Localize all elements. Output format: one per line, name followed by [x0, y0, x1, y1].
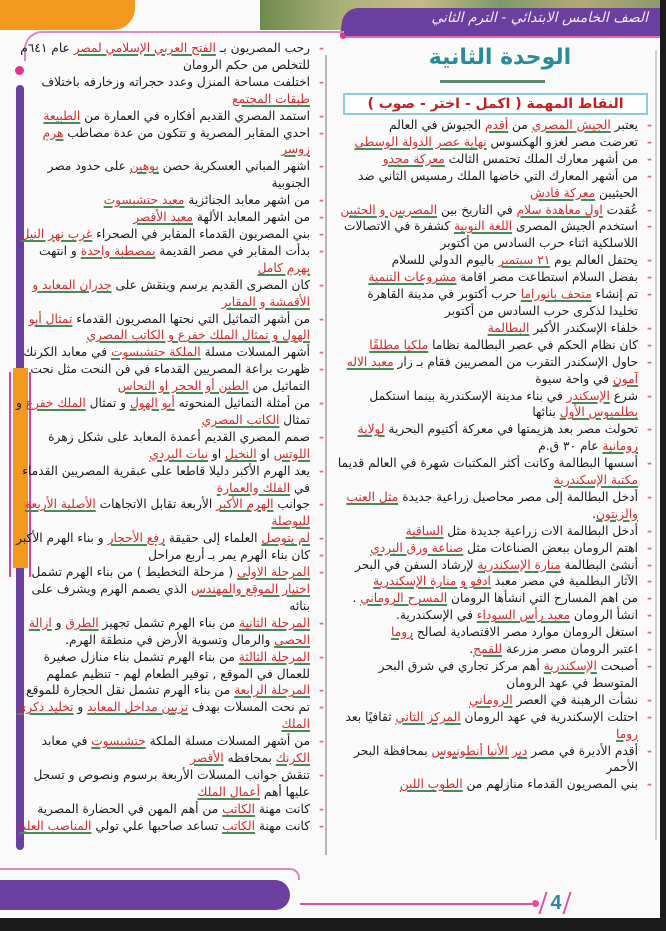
highlighted-answer: أعمال الملك	[197, 784, 260, 799]
bullet-icon: -	[646, 692, 652, 707]
list-item	[336, 573, 654, 590]
unit-title: الوحدة الثانية	[428, 45, 572, 70]
list-item	[336, 540, 654, 557]
statement-text: تحولت مصر بعد هزيمتها في معركة أكتيوم البحرية	[384, 422, 638, 437]
statement-text: انشأ الرومان	[569, 608, 638, 623]
highlighted-answer: بطلميوس الأول	[559, 405, 638, 420]
highlighted-answer: المرحلة الثالثة	[238, 649, 310, 664]
list-item	[14, 209, 326, 226]
list-item	[336, 709, 654, 743]
statement-text: .	[592, 506, 596, 521]
highlighted-answer: مكتبة الإسكندرية	[553, 473, 638, 488]
highlighted-answer: الإسكندر	[566, 388, 610, 403]
bullet-icon: -	[646, 608, 652, 623]
page-number: 4	[550, 892, 562, 914]
statement-text: من اشهر المعابد الألهة	[193, 210, 310, 225]
bullet-icon: -	[318, 615, 324, 630]
statement-text: جوانب	[273, 497, 310, 512]
statement-text: بدأت المقابر في مصر القديمة	[155, 243, 310, 258]
bullet-icon: -	[646, 253, 652, 268]
highlighted-answer: اللغة النوبية	[454, 219, 513, 234]
list-item	[336, 388, 654, 422]
highlighted-answer: الروماني	[469, 692, 513, 707]
statement-text: تم إنشاء	[591, 287, 638, 302]
statement-text: خلفاء الإسكندر الأكبر	[529, 320, 638, 335]
statement-text: بفضل السلام استطاعت مصر اقامة	[456, 270, 638, 285]
highlighted-answer: المرحلة الاولى	[237, 565, 310, 580]
list-item	[336, 320, 654, 337]
highlighted-answer: الأصلية الأربعة للبوصلة	[24, 497, 310, 529]
bullet-icon: -	[318, 345, 324, 360]
statement-text: من أهم المهن في الحضارة المصرية	[37, 801, 223, 816]
list-item	[14, 40, 326, 74]
highlighted-answer: اول معاهدة سلام	[516, 202, 603, 217]
bullet-icon: -	[318, 193, 324, 208]
list-item	[14, 496, 326, 530]
statement-text: احتلت الإسكندرية في عهد الرومان	[460, 709, 638, 724]
bullet-icon: -	[318, 108, 324, 123]
highlighted-answer: نهاية عصر الدولة الوسطى	[354, 134, 487, 149]
highlighted-answer: هرم زوسر	[42, 125, 310, 157]
bullet-icon: -	[646, 709, 652, 724]
bullet-icon: -	[646, 777, 652, 792]
highlighted-answer: معركة مجدو	[382, 151, 445, 166]
bullet-icon: -	[646, 540, 652, 555]
statement-text: من بناء الهرم تشمل بناء منازل صغيرة للعمال في الموقع , توفير الطعام لهم - تنظيم عملهم	[43, 649, 310, 681]
statement-text: .	[352, 591, 361, 606]
statement-text: تعرضت مصر لغزو الهكسوس	[486, 134, 638, 149]
highlighted-answer: صناعة ورق البردي	[370, 540, 464, 555]
list-item	[14, 615, 326, 649]
bullet-icon: -	[318, 700, 324, 715]
statement-text: حرب أكتوبر في مدينة القاهرة تخليدا لذكرى حرب السادس من أكتوبر	[367, 287, 638, 318]
highlighted-answer: الفتح العربي الإسلامي لمصر	[73, 41, 216, 55]
page-number-dot-icon	[532, 900, 539, 907]
statement-text: من بناء الهرم تشمل تجهيز	[98, 615, 240, 630]
highlighted-answer: بهرم كامل	[257, 260, 310, 275]
bullet-icon: -	[646, 642, 652, 657]
list-item	[336, 624, 654, 641]
bullet-icon: -	[646, 659, 652, 673]
highlighted-answer: تزيين مداخل المعابد	[87, 700, 188, 715]
highlighted-answer: المرحلة الرابعة	[234, 683, 310, 698]
bullet-icon: -	[318, 125, 324, 140]
bullet-icon: -	[318, 396, 324, 411]
list-item	[336, 354, 654, 388]
bullet-icon: -	[318, 311, 324, 326]
highlighted-answer: المصريين و الحثيين	[340, 202, 438, 217]
list-item	[336, 557, 654, 574]
statement-text: في معابد	[41, 734, 92, 749]
header-orange-tab	[0, 0, 135, 30]
highlighted-answer: المرحلة الثانية	[239, 615, 310, 630]
highlighted-answer: المسرح الروماني	[360, 591, 448, 606]
statement-text: استمد المصري القديم أفكاره في العمارة من	[80, 108, 310, 123]
highlighted-answer: أبو الهول	[129, 396, 175, 411]
statement-text: استخدم الجيش المصرى	[512, 219, 638, 234]
list-item	[336, 489, 654, 523]
list-item	[336, 743, 654, 777]
bullet-icon: -	[318, 159, 324, 174]
statement-text: ظهرت براعة المصريين القدماء في فن النحت مثل نحت التماثيل من	[30, 362, 310, 394]
bullet-icon: -	[646, 388, 652, 403]
list-item	[336, 641, 654, 658]
list-item	[336, 607, 654, 624]
statement-text: ( مرحلة التخطيط ) من بناء الهرم تشمل	[31, 565, 238, 580]
list-item	[14, 74, 326, 108]
bullet-icon: -	[318, 565, 324, 580]
list-item	[14, 344, 326, 361]
statement-text: في واحة سيوة	[535, 371, 613, 386]
statement-text: أصبحت	[596, 659, 638, 673]
highlighted-answer: اختيار الموقع والمهندس	[191, 582, 310, 596]
bullet-icon: -	[318, 649, 324, 664]
statement-text: أدخل البطالمة إلى مصر محاصيل زراعية جديدة	[398, 489, 638, 504]
statement-text: من أشهر المعارك التي خاضها الملك رمسيس الثاني ضد الحيثيين	[357, 168, 638, 200]
highlighted-answer: الجيش المصري	[531, 118, 611, 132]
bullet-icon: -	[646, 134, 652, 149]
statement-text: .	[469, 642, 474, 657]
bullet-icon: -	[318, 818, 324, 833]
highlighted-answer: الطرق	[65, 615, 99, 630]
list-item	[336, 218, 654, 252]
list-item	[14, 801, 326, 818]
highlighted-answer: جدران المعابد و الأقمشة و المقابر	[32, 277, 310, 309]
list-item	[336, 151, 654, 168]
highlighted-answer: الإسكندرية	[543, 659, 597, 673]
list-item	[336, 269, 654, 286]
highlighted-answer: متحف بانوراما	[520, 287, 592, 302]
statement-text: و	[51, 615, 66, 630]
page-number-line	[300, 903, 535, 905]
bullet-icon: -	[318, 74, 324, 89]
footer-purple-band	[0, 880, 290, 910]
bullet-icon: -	[646, 625, 652, 640]
highlighted-answer: معبد الأقصر	[133, 210, 194, 225]
statement-text: كانت مهنة	[255, 818, 310, 833]
statement-text: الجيوش في العالم	[389, 118, 485, 132]
list-item	[14, 649, 326, 683]
highlighted-answer: لم يتوصل	[261, 531, 310, 546]
bullet-icon: -	[318, 429, 324, 444]
bullet-icon: -	[646, 456, 652, 471]
highlighted-answer: ملكيا مطلقًا	[369, 337, 429, 352]
bullet-icon: -	[318, 548, 324, 563]
list-item	[336, 523, 654, 540]
highlighted-answer: بمصطبة واحدة	[80, 243, 156, 258]
statement-text: و بناء الهرم الأكبر	[16, 531, 108, 546]
statement-text: كانت مهنة	[255, 801, 310, 816]
highlighted-answer: لولاية رومانية	[357, 422, 638, 454]
list-item	[336, 455, 654, 489]
statement-text: كان نظام الحكم في عصر البطالمة نظاما	[428, 337, 638, 352]
statement-text: كان المصرى القديم يرسم وينقش على	[111, 277, 310, 292]
list-item	[336, 202, 654, 219]
highlighted-answer: البطالمة	[487, 320, 530, 335]
highlighted-answer: روما	[615, 726, 638, 741]
statement-text: بني المصريون القدماء المقابر في الصحراء	[92, 226, 310, 241]
statement-text: من اهم المسارح التي انشأها الرومان	[447, 591, 638, 606]
highlighted-answer: الطبيعة	[43, 108, 81, 123]
bullet-icon: -	[646, 523, 652, 538]
highlighted-answer: معبد رأس السوداء	[476, 608, 570, 623]
list-item	[336, 168, 654, 202]
statement-text: و تمثال	[85, 396, 130, 411]
highlighted-answer: تخليد ذكرى الملك	[16, 700, 310, 732]
highlighted-answer: حتشبسوت	[91, 734, 146, 749]
right-frame-border	[655, 50, 657, 840]
statement-text: تم نحت المسلات بهدف	[187, 700, 310, 715]
bullet-icon: -	[646, 422, 652, 437]
highlighted-answer: الملكة حتشبسوت	[110, 345, 201, 360]
statement-text: في بناء مدينة الإسكندرية بينما استكمل	[369, 388, 567, 403]
statement-text: و	[73, 700, 88, 715]
header-title: الصف الخامس الابتدائي - الترم الثاني	[431, 10, 648, 26]
list-item	[14, 311, 326, 345]
statement-text: من أمثلة التماثيل المنحوته	[174, 396, 310, 411]
list-item	[14, 125, 326, 159]
highlighted-answer: رفع الأحجار	[107, 531, 165, 546]
statement-text: من أشهر معارك الملك تحتمس الثالث	[444, 151, 638, 166]
highlighted-answer: الطين أو الحجر او النحاس	[117, 379, 249, 394]
bullet-icon: -	[646, 270, 652, 285]
bullet-icon: -	[318, 41, 324, 55]
bullet-icon: -	[646, 743, 652, 758]
highlighted-answer: ازالة الحصى	[28, 615, 310, 647]
list-item	[14, 395, 326, 429]
highlighted-answer: معبد الاله آمون	[346, 354, 638, 386]
bullet-icon: -	[318, 243, 324, 258]
list-item	[336, 692, 654, 709]
statement-text: اعتبر الرومان مصر مزرعة	[502, 642, 638, 657]
list-item	[336, 252, 654, 269]
bullet-icon: -	[318, 362, 324, 377]
list-item	[336, 590, 654, 607]
statement-text: على حدود مصر الجنوبية	[47, 159, 310, 191]
statement-text: بني المصريون القدماء منازلهم من	[462, 777, 638, 792]
statement-text: الآثار البطلمية في مصر معبد	[490, 574, 638, 589]
highlighted-answer: بوهين	[129, 159, 159, 174]
bullet-icon: -	[318, 497, 324, 512]
statement-text: و انتهت	[39, 243, 81, 258]
highlighted-answer: أقدم	[485, 118, 509, 132]
statement-text: تساعد صاحبها علي تولي	[91, 818, 223, 833]
highlighted-answer: طبقات المجتمع	[232, 91, 310, 106]
statement-text: او	[208, 446, 226, 461]
statement-text: أهم مركز تجاري في شرق البحر المتوسط في عهد الرومان	[378, 659, 638, 690]
statement-text: عام ٦٤١م للتخلص من حكم الرومان	[20, 41, 310, 72]
statement-text: أنشئ البطالمة	[560, 557, 638, 572]
highlighted-answer: الكرنك	[275, 751, 310, 766]
highlighted-answer: دير الأنبا أنطونيوس	[431, 743, 528, 758]
list-item	[14, 530, 326, 547]
list-item	[14, 429, 326, 463]
statement-text: استغل الرومان موارد مصر الاقتصادية لصالح	[413, 625, 638, 640]
statement-text: حاول الإسكندر التقرب من المصريين فقام بـ زار	[393, 354, 638, 369]
bullet-icon: -	[646, 202, 652, 217]
statement-text: احدي المقابر المصرية و تتكون من عدة مصاطب	[63, 125, 310, 140]
highlighted-answer: الهرم الأكبر	[216, 497, 274, 512]
highlighted-answer: مشروعات التنمية	[368, 270, 457, 285]
highlighted-answer: الأقصر	[190, 751, 224, 766]
screen-edge-right	[660, 0, 666, 931]
list-item	[14, 733, 326, 767]
statement-text: اهتم الرومان ببعض الصناعات مثل	[463, 540, 638, 555]
list-item	[336, 286, 654, 320]
bullet-icon: -	[646, 557, 652, 572]
highlighted-answer: المناصب العليا	[19, 818, 92, 833]
highlighted-answer: تمثال أبو الهول و تمثال الملك خفرع و الكاتب المصري	[28, 311, 310, 343]
highlighted-answer: مثل العنب والزيتون	[346, 489, 638, 521]
statement-text: بنائها	[532, 405, 560, 420]
highlighted-answer: الملك خفرع	[25, 396, 86, 411]
bullet-icon: -	[646, 591, 652, 606]
list-item	[14, 226, 326, 243]
bullet-icon: -	[318, 683, 324, 698]
highlighted-answer: الطوب اللبن	[399, 777, 463, 792]
bullet-icon: -	[318, 531, 324, 546]
list-item	[336, 658, 654, 692]
list-item	[336, 117, 654, 134]
bullet-icon: -	[646, 168, 652, 183]
bullet-icon: -	[646, 219, 652, 234]
bullet-icon: -	[646, 489, 652, 504]
list-item	[14, 699, 326, 733]
bullet-icon: -	[646, 354, 652, 369]
list-item	[14, 108, 326, 125]
highlighted-answer: منارة الإسكندرية	[477, 557, 561, 572]
highlighted-answer: معركة قادش	[529, 185, 596, 200]
highlighted-answer: الكاتب المصري	[201, 412, 280, 427]
list-item	[336, 776, 654, 793]
highlighted-answer: روما	[391, 625, 414, 640]
bullet-icon: -	[318, 277, 324, 292]
statement-text: اختلفت مساحة المنزل وعدد حجراته وزخارفه باختلاف	[41, 74, 310, 89]
bullet-icon: -	[646, 320, 652, 335]
list-item	[14, 767, 326, 801]
statement-text: صمم المصري القديم أعمدة المعابد على شكل زهرة	[48, 429, 310, 444]
statement-text: بمحافظه	[223, 751, 276, 766]
statement-text: من أشهر المسلات مسلة الملكة	[145, 734, 310, 749]
list-item	[14, 277, 326, 311]
statement-text: يعتبر	[610, 118, 638, 132]
highlighted-answer: ٢١ سبتمبر	[498, 253, 551, 268]
statement-text: عام ٣٠ ق.م	[538, 439, 603, 454]
bullet-icon: -	[318, 801, 324, 816]
list-item	[336, 134, 654, 151]
highlighted-answer: معبد حتشبسوت	[103, 193, 185, 208]
bullet-icon: -	[646, 151, 652, 166]
statement-text: باليوم الدولي للسلام	[391, 253, 499, 268]
statement-text: نشأت الرهبنة في العصر	[512, 692, 638, 707]
statement-text: لإرشاد السفن في البحر	[354, 557, 478, 572]
statement-text: يعد الهرم الأكبر دليلا قاطعا على عبقرية المصريين القدماء في	[22, 463, 310, 495]
section-heading: النقاط المهمة ( اكمل - اختر - صوب )	[343, 93, 648, 115]
highlighted-answer: ادفو و منارة الإسكندرية	[373, 574, 491, 589]
statement-text: كشفرة في الاتصالات اللاسلكية اثناء حرب السادس من أكتوبر	[344, 219, 638, 251]
header-divider	[345, 36, 660, 38]
right-column-list	[336, 117, 654, 793]
list-item	[14, 243, 326, 277]
bullet-icon: -	[646, 574, 652, 589]
statement-text: من بناء الهرم تشمل نقل الحجارة للموقع	[26, 683, 235, 698]
statement-text: من أشهر التماثيل التي نحتها المصريون القدماء	[72, 311, 310, 326]
statement-text: أشهر المسلات مسلة	[200, 345, 310, 360]
list-item	[336, 337, 654, 354]
unit-title-underline	[440, 80, 545, 83]
statement-text: كان بناء الهرم يمر بـ أربع مراحل	[148, 548, 310, 563]
list-item	[14, 818, 326, 835]
highlighted-answer: الكاتب	[222, 818, 256, 833]
highlighted-answer: اللوتس	[273, 446, 310, 461]
highlighted-answer: النخيل	[225, 446, 257, 461]
bullet-icon: -	[318, 463, 324, 478]
statement-text: رحب المصريون بـ	[215, 41, 310, 55]
statement-text: من	[508, 118, 532, 132]
list-item	[14, 158, 326, 192]
statement-text: أقدم الأديرة في مصر	[527, 743, 638, 758]
statement-text: يحتفل العالم يوم	[550, 253, 638, 268]
list-item	[14, 682, 326, 699]
bullet-icon: -	[318, 210, 324, 225]
highlighted-answer: الفلك والعمارة	[216, 480, 291, 495]
bullet-icon: -	[646, 287, 652, 302]
statement-text: أدخل البطالمة الات زراعية جديدة مثل	[443, 523, 638, 538]
statement-text: ثقافيًا بعد	[345, 709, 396, 724]
statement-text: من اشهر معابد الجنائزية	[184, 193, 310, 208]
statement-text: العلماء إلى حقيقة	[165, 531, 262, 546]
list-item	[14, 547, 326, 564]
highlighted-answer: المركز الثاني	[395, 709, 461, 724]
statement-text: الذي يصمم الهرم ويشرف على بنائه	[31, 582, 310, 613]
statement-text: الأربعة تقابل الاتجاهات	[95, 497, 217, 512]
statement-text: او	[256, 446, 274, 461]
statement-text: تنقش جوانب المسلات الأربعة برسوم ونصوص و تسجل عليها أهم	[33, 767, 310, 799]
statement-text: اشهر المباني العسكرية حصن	[158, 159, 310, 174]
statement-text: بمحافظة البحر الأحمر	[354, 743, 638, 775]
highlighted-answer: غرب نهر النيل	[20, 226, 93, 241]
statement-text: شرع	[609, 388, 638, 403]
list-item	[14, 192, 326, 209]
screen-edge-bottom	[0, 918, 666, 931]
bottom-frame-border	[0, 868, 300, 880]
bullet-icon: -	[646, 118, 652, 132]
highlighted-answer: للقمح	[473, 642, 503, 657]
statement-text: و تمثال	[15, 396, 310, 427]
highlighted-answer: الساقية	[405, 523, 444, 538]
highlighted-answer: الكاتب	[222, 801, 256, 816]
bullet-icon: -	[318, 734, 324, 749]
bullet-icon: -	[646, 337, 652, 352]
left-column-list	[14, 40, 326, 835]
bullet-icon: -	[318, 226, 324, 241]
statement-text: عُقدت	[602, 202, 638, 217]
statement-text: أسسها البطالمة وكانت أكثر المكتبات شهرة في العالم قديما	[337, 456, 638, 471]
list-item	[14, 564, 326, 615]
highlighted-answer: نبات البردي	[149, 446, 208, 461]
statement-text: في الإسكندرية.	[396, 608, 477, 623]
statement-text: في التاريخ بين	[437, 202, 517, 217]
statement-text: في معابد الكرنك	[23, 345, 111, 360]
statement-text: والرمال وتسوية الأرض في منطقة الهرم.	[65, 632, 275, 647]
list-item	[14, 463, 326, 497]
bullet-icon: -	[318, 767, 324, 782]
list-item	[336, 421, 654, 455]
list-item	[14, 361, 326, 395]
